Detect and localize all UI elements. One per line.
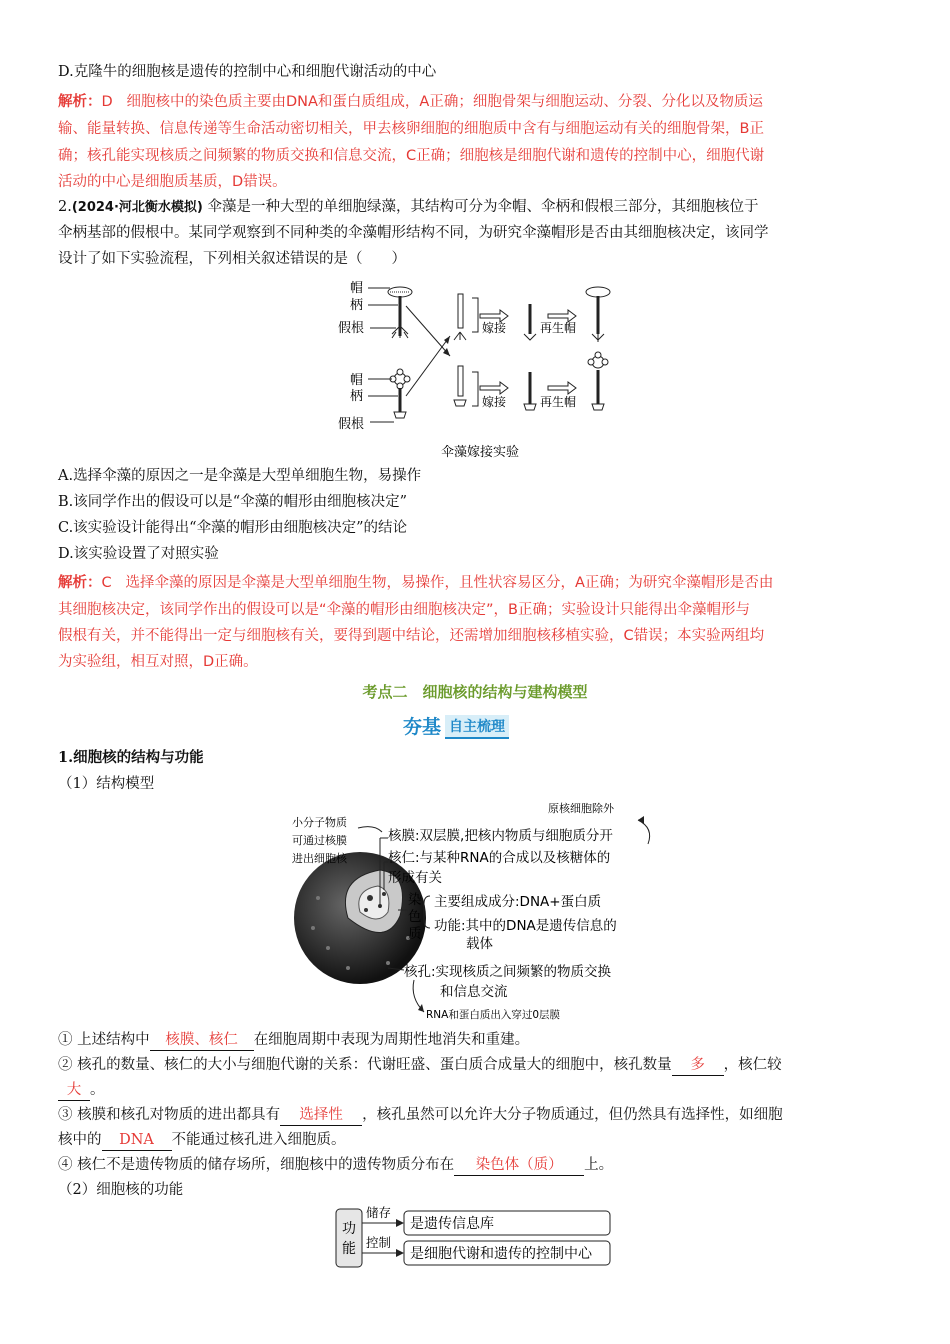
q1-analysis-line-3: 确；核孔能实现核质之间频繁的物质交换和信息交流，C正确；细胞核是细胞代谢和遗传的控制中心，细胞代谢 <box>58 148 765 164</box>
item-3-post: ，核孔虽然可以允许大分子物质通过，但仍然具有选择性，如细胞 <box>362 1107 783 1123</box>
graft-experiment-figure <box>330 276 630 464</box>
item-3-cont <box>58 1130 346 1151</box>
nucleus-function-diagram <box>334 1203 620 1273</box>
label-pore-2: 和信息交流 <box>440 984 508 1000</box>
label-root-top: 假根 <box>338 321 365 336</box>
label-nucleolus-2: 形成有关 <box>388 870 442 886</box>
label-chromatin-3: 质 <box>408 926 422 942</box>
branch-store: 储存 <box>366 1205 392 1220</box>
part1-sub2: （2）细胞核的功能 <box>58 1182 184 1198</box>
function-box-2: 能 <box>342 1241 356 1257</box>
section-title: 考点二 细胞核的结构与建构模型 <box>362 683 588 701</box>
note-left-1: 小分子物质 <box>292 816 347 829</box>
item-4-post: 上。 <box>584 1157 614 1173</box>
result-store: 是遗传信息库 <box>410 1216 494 1232</box>
item-2-answer-2: 大 <box>58 1080 90 1101</box>
note-top: 原核细胞除外 <box>548 802 614 815</box>
label-pore-1: 核孔:实现核质之间频繁的物质交换 <box>404 964 612 980</box>
analysis-label: 解析： <box>58 575 102 591</box>
item-3-answer-2: DNA <box>102 1130 172 1151</box>
badge-sub: 自主梳理 <box>445 715 509 739</box>
graft-label-top: 嫁接 <box>482 321 507 335</box>
q2-option-a: A.选择伞藻的原因之一是伞藻是大型单细胞生物，易操作 <box>58 468 422 484</box>
q2-analysis-line-4: 为实验组，相互对照，D正确。 <box>58 654 258 670</box>
label-stalk-bottom: 柄 <box>350 389 364 404</box>
label-chromatin-2: 色 <box>408 909 422 925</box>
item-2-answer-1: 多 <box>672 1055 724 1076</box>
q1-option-d: D.克隆牛的细胞核是遗传的控制中心和细胞代谢活动的中心 <box>58 64 437 80</box>
note-bottom: RNA和蛋白质出入穿过0层膜 <box>426 1009 561 1021</box>
label-chromatin-1: 染 <box>408 892 422 908</box>
label-chromatin-func-2: 载体 <box>466 936 493 952</box>
part1-sub1: （1）结构模型 <box>58 776 155 792</box>
q2-option-b: B.该同学作出的假设可以是“伞藻的帽形由细胞核决定” <box>58 494 408 510</box>
item-1-pre: ① 上述结构中 <box>58 1032 150 1048</box>
item-2-post: 。 <box>90 1082 105 1098</box>
section-badge <box>403 713 509 739</box>
q1-analysis-line-1 <box>58 92 763 112</box>
note-left-2: 可通过核膜 <box>292 834 347 847</box>
item-1 <box>58 1030 529 1051</box>
branch-control: 控制 <box>366 1235 392 1250</box>
q2-stem-line-3: 设计了如下实验流程，下列相关叙述错误的是（ ） <box>58 251 406 267</box>
label-stalk-top: 柄 <box>350 298 364 313</box>
item-4-answer: 染色体（质） <box>454 1155 584 1176</box>
item-1-post: 在细胞周期中表现为周期性地消失和重建。 <box>253 1032 530 1048</box>
q2-analysis-line-2: 其细胞核决定，该同学作出的假设可以是“伞藻的帽形由细胞核决定”，B正确；实验设计只能得出伞藻帽形与 <box>58 602 750 618</box>
q2-stem-line-2: 伞柄基部的假根中。某同学观察到不同种类的伞藻帽形结构不同，为研究伞藻帽形是否由其细胞核决定，该同学 <box>58 225 769 241</box>
q2-option-d: D.该实验设置了对照实验 <box>58 546 219 562</box>
label-membrane: 核膜:双层膜,把核内物质与细胞质分开 <box>388 828 613 844</box>
q2-analysis-line-3: 假根有关，并不能得出一定与细胞核有关，要得到题中结论，还需增加细胞核移植实验，C错误；本实验两组均 <box>58 628 765 644</box>
q2-analysis-line-1 <box>58 573 773 593</box>
label-cap-bottom: 帽 <box>350 373 364 388</box>
analysis-answer: C <box>101 575 112 591</box>
q2-stem-line-1 <box>58 197 758 218</box>
note-left-3: 进出细胞核 <box>292 852 347 865</box>
q2-source: (2024·河北衡水模拟) <box>71 200 203 215</box>
label-chromatin-comp: 主要组成成分:DNA+蛋白质 <box>434 894 602 910</box>
item-3-pre: ③ 核膜和核孔对物质的进出都具有 <box>58 1107 281 1123</box>
item-4-pre: ④ 核仁不是遗传物质的储存场所，细胞核中的遗传物质分布在 <box>58 1157 455 1173</box>
regen-label-top: 再生帽 <box>540 321 577 335</box>
analysis-label: 解析： <box>58 94 102 110</box>
q1-analysis-line-2: 输、能量转换、信息传递等生命活动密切相关，甲去核卵细胞的细胞质中含有与细胞运动有关的细胞骨架，B正 <box>58 121 764 137</box>
item-1-answer: 核膜、核仁 <box>150 1030 254 1051</box>
part1-heading: 1.细胞核的结构与功能 <box>58 749 204 766</box>
item-3-answer-1: 选择性 <box>280 1105 362 1126</box>
badge-main: 夯基 <box>403 716 442 738</box>
item-2-pre: ② 核孔的数量、核仁的大小与细胞代谢的关系：代谢旺盛、蛋白质合成量大的细胞中，核孔数量 <box>58 1057 672 1073</box>
label-root-bottom: 假根 <box>338 417 365 432</box>
q2-stem-text: 伞藻是一种大型的单细胞绿藻，其结构可分为伞帽、伞柄和假根三部分，其细胞核位于 <box>207 199 759 215</box>
result-control: 是细胞代谢和遗传的控制中心 <box>410 1246 592 1262</box>
item-3 <box>58 1105 783 1126</box>
figure-caption: 伞藻嫁接实验 <box>440 445 520 460</box>
plant-b-original <box>390 369 410 418</box>
plant-a-original <box>388 287 412 338</box>
item-2-mid: ，核仁较 <box>723 1057 782 1073</box>
item-4 <box>58 1155 613 1176</box>
nucleus-structure-diagram <box>288 798 668 1026</box>
analysis-text: 细胞核中的染色质主要由DNA和蛋白质组成，A正确；细胞骨架与细胞运动、分裂、分化以及物质运 <box>126 94 763 110</box>
analysis-answer: D <box>101 94 113 110</box>
item-3b-pre: 核中的 <box>58 1132 102 1148</box>
function-box-1: 功 <box>342 1221 356 1237</box>
analysis-text: 选择伞藻的原因是伞藻是大型单细胞生物，易操作，且性状容易区分，A正确；为研究伞藻帽形是否由 <box>125 575 774 591</box>
item-3b-post: 不能通过核孔进入细胞质。 <box>171 1132 346 1148</box>
graft-label-bottom: 嫁接 <box>482 395 507 409</box>
label-cap-top: 帽 <box>350 281 364 296</box>
regen-label-bottom: 再生帽 <box>540 395 577 409</box>
label-nucleolus-1: 核仁:与某种RNA的合成以及核糖体的 <box>388 850 611 866</box>
item-2 <box>58 1055 782 1076</box>
q2-number: 2. <box>58 199 72 215</box>
item-2-cont <box>58 1080 105 1101</box>
label-chromatin-func-1: 功能:其中的DNA是遗传信息的 <box>434 918 617 934</box>
q2-option-c: C.该实验设计能得出“伞藻的帽形由细胞核决定”的结论 <box>58 520 408 536</box>
q1-analysis-line-4: 活动的中心是细胞质基质，D错误。 <box>58 174 287 190</box>
